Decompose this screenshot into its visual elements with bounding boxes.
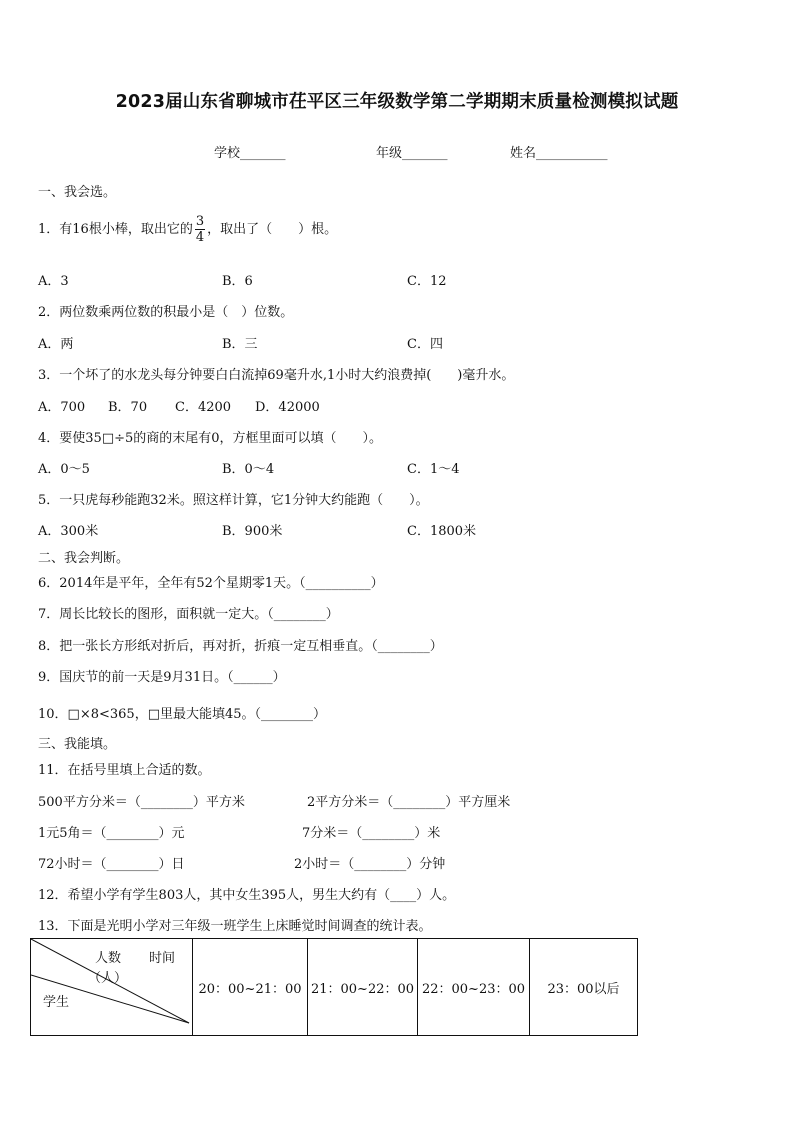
q11-item: 2平方分米＝（________）平方厘米 xyxy=(307,795,511,810)
q1-option-c: C．12 xyxy=(407,274,447,289)
table-column-header: 20：00~21：00 xyxy=(193,939,308,1036)
section-heading-1: 一、我会选。 xyxy=(38,185,117,200)
fraction-numerator: 3 xyxy=(195,214,205,229)
q3-option-d: D．42000 xyxy=(255,400,320,415)
page-title: 2023届山东省聊城市茌平区三年级数学第二学期期末质量检测模拟试题 xyxy=(115,92,679,112)
question-1-text-before: 1．有16根小棒，取出它的 xyxy=(38,222,193,237)
question-7: 7．周长比较长的图形，面积就一定大。（________） xyxy=(38,607,339,622)
question-11: 11．在括号里填上合适的数。 xyxy=(38,763,211,778)
question-3: 3．一个坏了的水龙头每分钟要白白流掉69毫升水,1小时大约浪费掉( )毫升水。 xyxy=(38,368,515,383)
bedtime-statistics-table xyxy=(30,938,638,1036)
fraction-denominator: 4 xyxy=(195,230,205,245)
corner-label-time: 时间 xyxy=(149,951,176,966)
question-12: 12．希望小学有学生803人，其中女生395人，男生大约有（____）人。 xyxy=(38,888,456,903)
q4-option-b: B．0～4 xyxy=(222,462,275,477)
name-field: 姓名___________ xyxy=(510,146,608,161)
fraction xyxy=(195,215,205,244)
q11-item: 2小时＝（________）分钟 xyxy=(294,857,446,872)
q11-item: 72小时＝（________）日 xyxy=(38,857,185,872)
question-5: 5．一只虎每秒能跑32米。照这样计算，它1分钟大约能跑（ ）。 xyxy=(38,493,429,508)
q3-option-b: B．70 xyxy=(108,400,148,415)
q2-option-c: C．四 xyxy=(407,337,443,352)
q3-option-c: C．4200 xyxy=(175,400,232,415)
question-8: 8．把一张长方形纸对折后，再对折，折痕一定互相垂直。（________） xyxy=(38,639,443,654)
q5-option-a: A．300米 xyxy=(38,524,99,539)
table-corner-header xyxy=(31,939,193,1036)
grade-field: 年级_______ xyxy=(376,146,448,161)
q1-option-a: A．3 xyxy=(38,274,69,289)
question-4: 4．要使35□÷5的商的末尾有0，方框里面可以填（ ）。 xyxy=(38,431,383,446)
section-heading-3: 三、我能填。 xyxy=(38,737,117,752)
q11-item: 1元5角＝（________）元 xyxy=(38,826,185,841)
question-1 xyxy=(38,213,337,247)
section-heading-2: 二、我会判断。 xyxy=(38,551,130,566)
q11-item: 7分米＝（________）米 xyxy=(302,826,441,841)
q4-option-a: A．0～5 xyxy=(38,462,90,477)
question-2: 2．两位数乘两位数的积最小是（ ）位数。 xyxy=(38,305,294,320)
question-10: 10．□×8<365，□里最大能填45。（________） xyxy=(38,707,327,722)
q5-option-c: C．1800米 xyxy=(407,524,477,539)
corner-label-count: 人数 xyxy=(95,951,122,966)
q5-option-b: B．900米 xyxy=(222,524,283,539)
q2-option-b: B．三 xyxy=(222,337,258,352)
table-column-header: 22：00~23：00 xyxy=(418,939,530,1036)
q1-option-b: B．6 xyxy=(222,274,253,289)
q3-option-a: A．700 xyxy=(38,400,86,415)
q4-option-c: C．1～4 xyxy=(407,462,460,477)
question-1-text-after: ，取出了（ ）根。 xyxy=(207,222,338,237)
question-13: 13．下面是光明小学对三年级一班学生上床睡觉时间调查的统计表。 xyxy=(38,919,432,934)
question-9: 9．国庆节的前一天是9月31日。（______） xyxy=(38,670,286,685)
q11-item: 500平方分米＝（________）平方米 xyxy=(38,795,245,810)
question-6: 6．2014年是平年，全年有52个星期零1天。（__________） xyxy=(38,576,384,591)
corner-label-unit: （人） xyxy=(88,971,128,986)
corner-label-students: 学生 xyxy=(43,995,70,1010)
q2-option-a: A．两 xyxy=(38,337,74,352)
school-field: 学校_______ xyxy=(214,146,286,161)
table-column-header: 21：00~22：00 xyxy=(308,939,418,1036)
table-column-header: 23：00以后 xyxy=(530,939,638,1036)
